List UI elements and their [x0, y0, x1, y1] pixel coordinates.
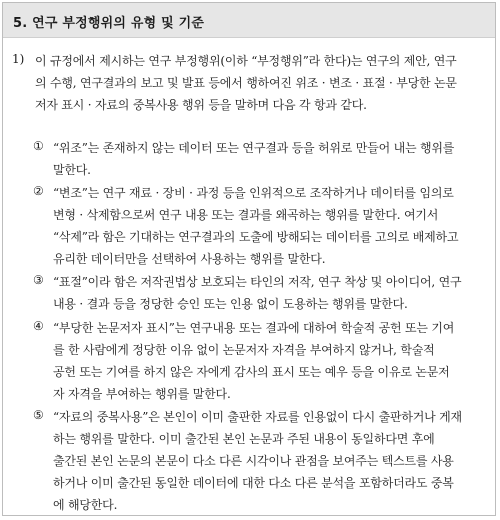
item-line: “부당한 논문저자 표시”는 연구내용 또는 결과에 대하여 학술적 공헌 또는 기여 [53, 321, 455, 335]
item-line: 를 한 사람에게 정당한 이유 없이 논문저자 자격을 부여하지 않거나, 학술적 [53, 343, 435, 357]
item-line: “위조”는 존재하지 않는 데이터 또는 연구결과 등을 허위로 만들어 내는 행위를 [53, 141, 455, 155]
item-line: 자 자격을 부여하는 행위를 말한다. [53, 387, 231, 401]
intro-number: 1) [12, 52, 25, 66]
intro-line: 이 규정에서 제시하는 연구 부정행위(이하 “부정행위”라 한다)는 연구의 제안, 연구 [35, 54, 457, 68]
item-line: “자료의 중복사용”은 본인이 이미 출판한 자료를 인용없이 다시 출판하거나 게재 [53, 410, 462, 424]
document-frame [2, 2, 496, 516]
item-line: “삭제”라 함은 기대하는 연구결과의 도출에 방해되는 데이터를 고의로 배제하고 [53, 230, 459, 244]
item-line: 하거나 이미 출간된 동일한 데이터에 대한 다소 다른 분석을 포함하더라도 중복 [53, 476, 454, 490]
item-line: 유리한 데이터만을 선택하여 사용하는 행위를 말한다. [53, 252, 326, 266]
section-heading-bar [3, 3, 495, 38]
item-line: 에 해당한다. [53, 498, 118, 512]
item-line: “변조”는 연구 재료 · 장비 · 과정 등을 인위적으로 조작하거나 데이터를 임의로 [53, 186, 454, 200]
intro-line: 저자 표시 · 자료의 중복사용 행위 등을 말하며 다음 각 항과 같다. [35, 98, 367, 112]
item-line: 공헌 또는 기여를 하지 않은 자에게 감사의 표시 또는 예우 등을 이유로 논문저 [53, 365, 450, 379]
item-line: 출간된 본인 논문의 본문이 다소 다른 시각이나 관점을 보여주는 텍스트를 사용 [53, 454, 454, 468]
item-number: ③ [33, 273, 44, 287]
item-number: ② [33, 184, 44, 198]
item-number: ⑤ [33, 408, 44, 422]
item-line: 말한다. [53, 163, 91, 177]
item-number: ① [33, 139, 44, 153]
section-heading: 5. 연구 부정행위의 유형 및 기준 [13, 16, 205, 31]
item-line: 내용 · 결과 등을 정당한 승인 또는 인용 없이 도용하는 행위를 말한다. [53, 297, 408, 311]
item-line: 하는 행위를 말한다. 이미 출간된 본인 논문과 주된 내용이 동일하다면 후에 [53, 432, 435, 446]
item-number: ④ [33, 319, 44, 333]
item-line: “표절”이라 함은 저작권법상 보호되는 타인의 저작, 연구 착상 및 아이디어, 연구 [53, 275, 462, 289]
intro-line: 의 수행, 연구결과의 보고 및 발표 등에서 행하여진 위조 · 변조 · 표절 · 부당한 논문 [35, 76, 457, 90]
item-line: 변형 · 삭제함으로써 연구 내용 또는 결과를 왜곡하는 행위를 말한다. 여기서 [53, 208, 439, 222]
